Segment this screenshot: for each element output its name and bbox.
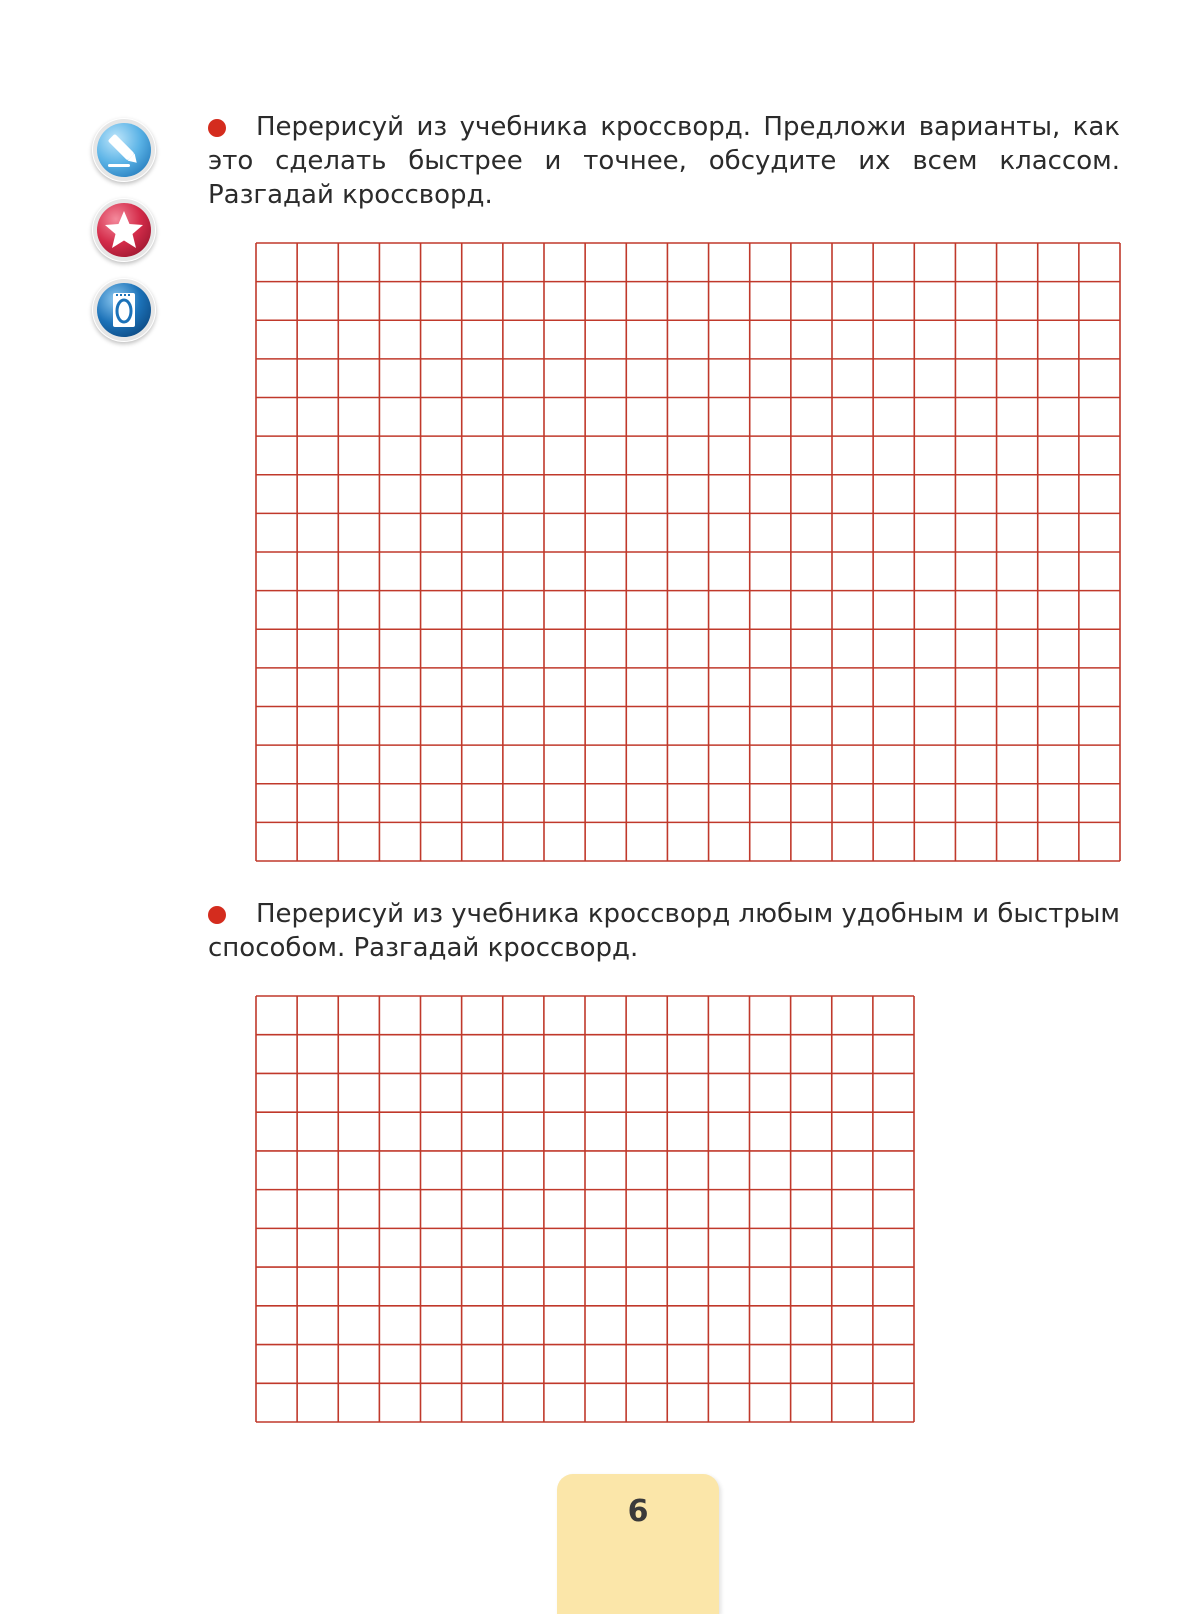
task-1-text-block [208, 110, 1120, 212]
bullet-dot [208, 119, 226, 137]
star-icon [92, 198, 156, 262]
task-2-text: Перерисуй из учебника кроссворд любым удобным и быстрым способом. Разгадай кроссворд. [208, 899, 1121, 963]
crossword-grid-1 [255, 242, 1121, 862]
task-1-text: Перерисуй из учебника кроссворд. Предложи варианты, как это сделать быстрее и точнее, обсудите их всем классом. Разгадай кроссворд. [208, 112, 1120, 210]
task-2-text-block [208, 897, 1120, 965]
page-number-tab [557, 1474, 719, 1614]
notepad-icon [92, 278, 156, 342]
side-icons [92, 118, 158, 358]
task-1 [208, 110, 1120, 212]
pencil-icon [92, 118, 156, 182]
task-2 [208, 897, 1120, 965]
bullet-dot [208, 906, 226, 924]
page-number: 6 [627, 1494, 649, 1529]
crossword-grid-2 [255, 995, 915, 1423]
